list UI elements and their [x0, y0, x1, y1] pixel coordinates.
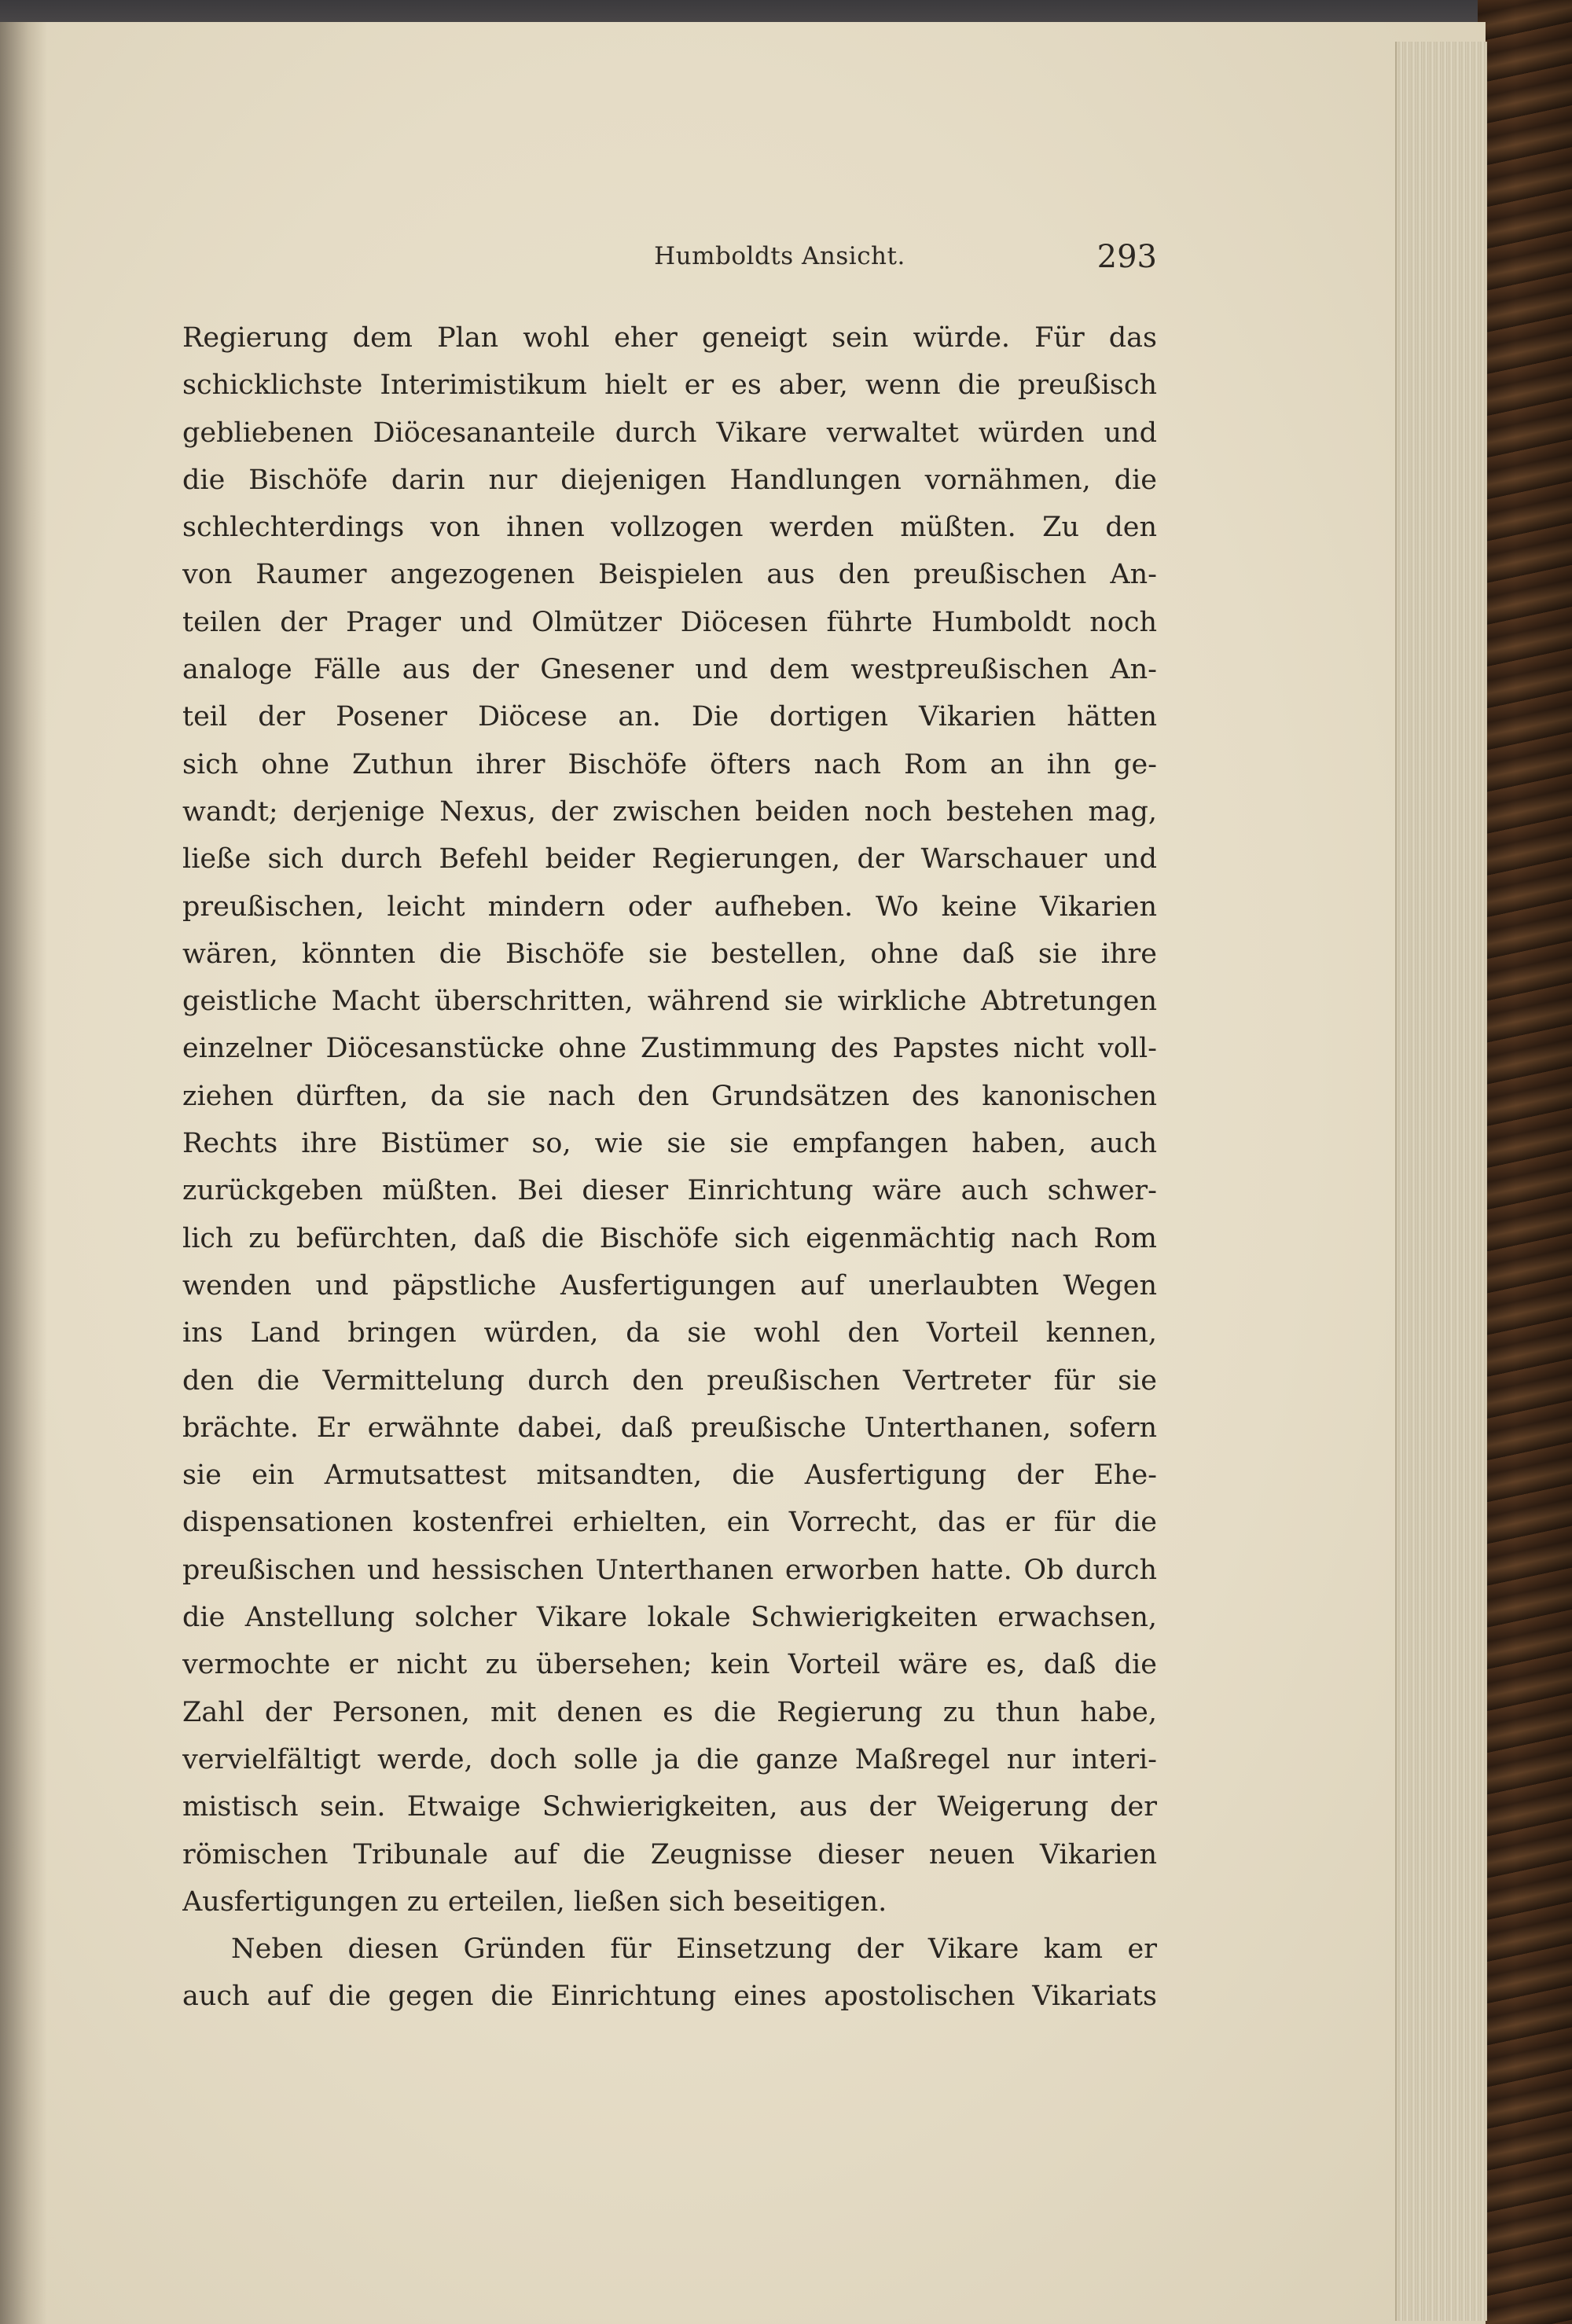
page-number: 293	[1096, 239, 1157, 275]
page-gutter-shadow	[0, 22, 47, 2324]
text-line: einzelner Diöcesanstücke ohne Zustimmung des Papstes nicht voll-	[182, 1033, 1157, 1065]
text-line: römischen Tribunale auf die Zeugnisse dieser neuen Vikarien	[182, 1838, 1157, 1871]
body-text	[182, 314, 1157, 2021]
running-head: Humboldts Ansicht.	[654, 242, 905, 270]
text-line: gebliebenen Diöcesananteile durch Vikare verwaltet würden und	[182, 417, 1157, 449]
text-line: wandt; derjenige Nexus, der zwischen beiden noch bestehen mag,	[182, 795, 1157, 828]
text-line: sie ein Armutsattest mitsandten, die Ausfertigung der Ehe-	[182, 1459, 1157, 1492]
text-line: schlechterdings von ihnen vollzogen werden müßten. Zu den	[182, 512, 1157, 544]
text-line: die Anstellung solcher Vikare lokale Schwierigkeiten erwachsen,	[182, 1602, 1157, 1634]
text-line: auch auf die gegen die Einrichtung eines apostolischen Vikariats	[182, 1981, 1157, 2013]
page-header	[182, 239, 1157, 289]
text-line: Ausfertigungen zu erteilen, ließen sich beseitigen.	[182, 1885, 887, 1918]
page-edges-stack	[1395, 42, 1487, 2321]
text-line: mistisch sein. Etwaige Schwierigkeiten, aus der Weigerung der	[182, 1791, 1157, 1823]
text-line: die Bischöfe darin nur diejenigen Handlungen vornähmen, die	[182, 464, 1157, 496]
text-line: brächte. Er erwähnte dabei, daß preußische Unterthanen, sofern	[182, 1412, 1157, 1444]
text-line: Regierung dem Plan wohl eher geneigt sein würde. Für das	[182, 322, 1157, 354]
book-cover-board	[1478, 0, 1572, 2324]
text-line: preußischen, leicht mindern oder aufheben. Wo keine Vikarien	[182, 890, 1157, 923]
text-line: vermochte er nicht zu übersehen; kein Vorteil wäre es, daß die	[182, 1649, 1157, 1681]
text-line: ziehen dürften, da sie nach den Grundsätzen des kanonischen	[182, 1080, 1157, 1112]
text-line: von Raumer angezogenen Beispielen aus den preußischen An-	[182, 559, 1157, 591]
text-line: ließe sich durch Befehl beider Regierungen, der Warschauer und	[182, 843, 1157, 876]
text-line: dispensationen kostenfrei erhielten, ein Vorrecht, das er für die	[182, 1507, 1157, 1539]
text-line: ins Land bringen würden, da sie wohl den Vorteil kennen,	[182, 1317, 1157, 1349]
text-line: sich ohne Zuthun ihrer Bischöfe öfters nach Rom an ihn ge-	[182, 748, 1157, 780]
text-line: geistliche Macht überschritten, während sie wirkliche Abtretungen	[182, 986, 1157, 1018]
text-line: Zahl der Personen, mit denen es die Regierung zu thun habe,	[182, 1696, 1157, 1728]
text-line: teil der Posener Diöcese an. Die dortigen Vikarien hätten	[182, 701, 1157, 733]
text-line: zurückgeben müßten. Bei dieser Einrichtung wäre auch schwer-	[182, 1175, 1157, 1207]
text-line: schicklichste Interimistikum hielt er es aber, wenn die preußisch	[182, 369, 1157, 402]
text-line: Rechts ihre Bistümer so, wie sie sie empfangen haben, auch	[182, 1128, 1157, 1160]
text-line-paragraph-start: Neben diesen Gründen für Einsetzung der Vikare kam er	[231, 1933, 1157, 1966]
text-line: wären, könnten die Bischöfe sie bestellen, ohne daß sie ihre	[182, 938, 1157, 970]
text-line: analoge Fälle aus der Gnesener und dem westpreußischen An-	[182, 654, 1157, 686]
text-line: wenden und päpstliche Ausfertigungen auf unerlaubten Wegen	[182, 1269, 1157, 1302]
text-line: vervielfältigt werde, doch solle ja die ganze Maßregel nur interi-	[182, 1743, 1157, 1775]
text-line: teilen der Prager und Olmützer Diöcesen führte Humboldt noch	[182, 606, 1157, 638]
text-line: preußischen und hessischen Unterthanen erworben hatte. Ob durch	[182, 1554, 1157, 1586]
text-line: lich zu befürchten, daß die Bischöfe sich eigenmächtig nach Rom	[182, 1222, 1157, 1254]
text-line: den die Vermittelung durch den preußischen Vertreter für sie	[182, 1364, 1157, 1397]
